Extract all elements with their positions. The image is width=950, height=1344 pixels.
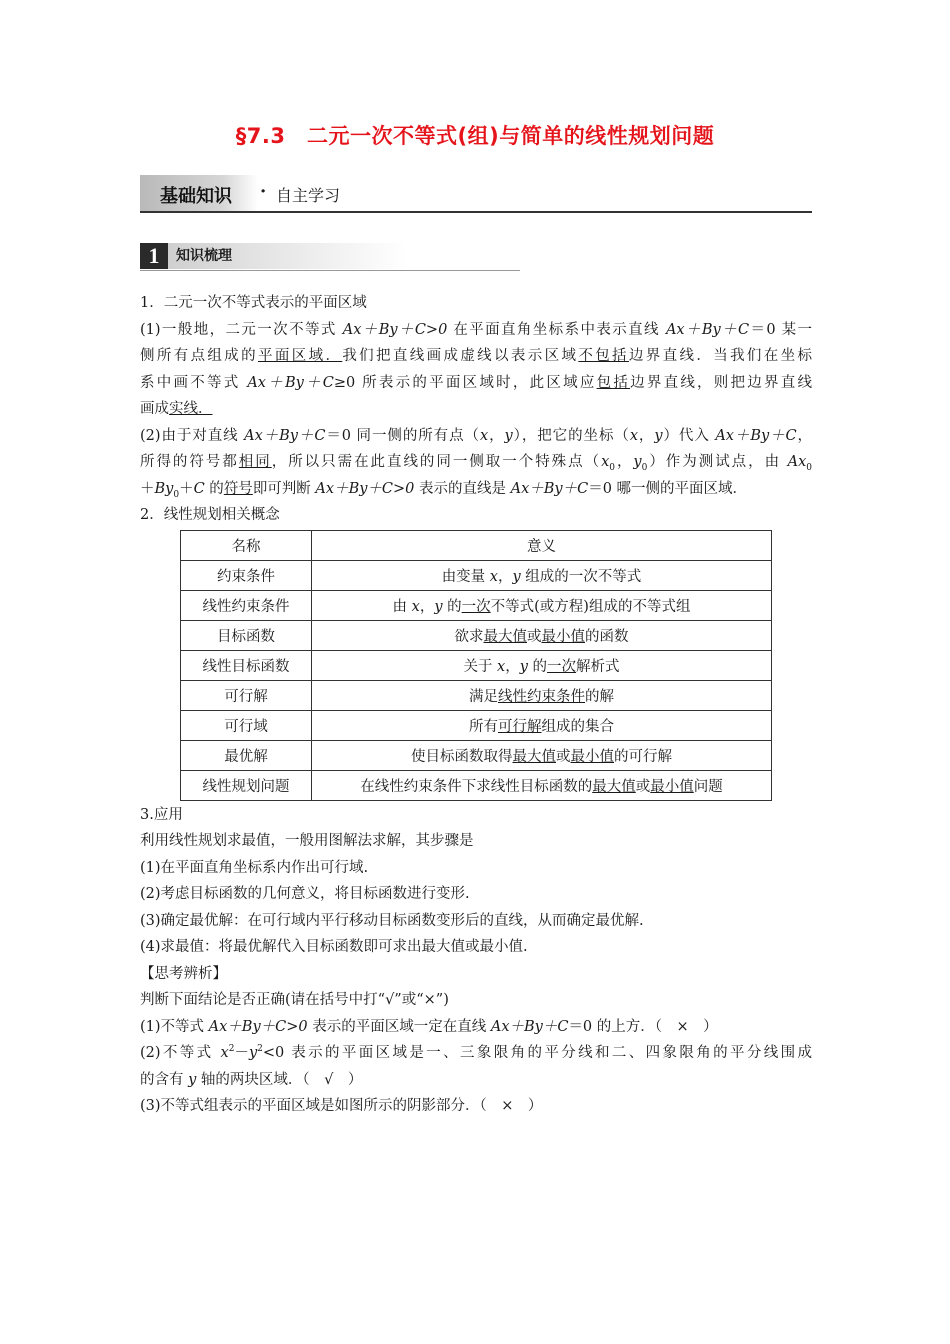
table-cell: [312, 620, 772, 650]
answer-blank: 实线．: [169, 401, 213, 417]
table-cell: [312, 740, 772, 770]
text: ≥0 所表示的平面区域时，此区域应: [333, 374, 597, 391]
table-cell: 约束条件: [181, 560, 312, 590]
math: y: [512, 568, 521, 585]
table-cell: 线性约束条件: [181, 590, 312, 620]
text: (1)一般地，二元一次不等式: [140, 321, 343, 338]
text: 组成的一次不等式: [520, 568, 642, 585]
question-2-line-2: [140, 1067, 812, 1094]
question-1: [140, 1014, 812, 1041]
text: 解析式: [576, 658, 620, 675]
math: Ax＋By＋C: [715, 427, 797, 444]
subscript: 0: [806, 462, 812, 473]
text: ，: [488, 427, 505, 444]
para-1-line-2: [140, 343, 812, 370]
text: 或: [556, 748, 571, 765]
text: 欲求: [454, 628, 484, 645]
table-row: [181, 770, 772, 800]
text: 系中画不等式: [140, 374, 248, 391]
table-cell: 最优解: [181, 740, 312, 770]
text: ，: [638, 427, 655, 444]
math: Ax＋By＋C: [665, 321, 750, 338]
question-2-line-1: [140, 1040, 812, 1067]
text: 的解: [585, 688, 614, 705]
answer-blank: 可行解: [498, 718, 542, 735]
superscript: 2: [257, 1044, 263, 1055]
answer-blank: 包括: [596, 374, 631, 391]
math: y: [504, 427, 513, 444]
math: y: [654, 427, 663, 444]
text: 关于: [463, 658, 498, 675]
para-2-line-1: [140, 423, 812, 450]
para-1-line-4: [140, 396, 812, 423]
application-intro: 利用线性规划求最值，一般用图解法求解，其步骤是: [140, 833, 474, 849]
text: 侧所有点组成的: [140, 348, 259, 364]
text: ，: [497, 568, 513, 585]
superscript: 2: [228, 1044, 235, 1055]
text: ）作为测试点，由: [647, 454, 788, 470]
answer-blank: 线性约束条件: [498, 688, 585, 705]
text: ＝0 的上方．（ × ）: [568, 1018, 718, 1035]
step-item: (1)在平面直角坐标系内作出可行域.: [140, 859, 369, 876]
para-2-line-2: [140, 449, 812, 476]
step-item: (3)确定最优解：在可行域内平行移动目标函数变形后的直线，从而确定最优解.: [140, 912, 644, 929]
text: 的: [204, 480, 224, 497]
answer-blank: 最小值: [541, 628, 585, 645]
section-banner: [140, 175, 812, 215]
text: 边界直线．当我们在坐标: [628, 348, 812, 364]
text: 的含有: [140, 1071, 189, 1088]
para-1-line-3: [140, 370, 812, 397]
think-heading: 【思考辨析】: [140, 965, 227, 982]
text: －: [234, 1045, 249, 1061]
subsection-label: 知识梳理: [168, 243, 406, 269]
para-1-line-1: [140, 317, 812, 344]
step-item: (2)考虑目标函数的几何意义，将目标函数进行变形.: [140, 886, 470, 902]
math: y: [188, 1071, 197, 1088]
subsection-rule: [140, 270, 520, 271]
heading-2: 2．线性规划相关概念: [140, 507, 280, 523]
text: ＋: [179, 480, 194, 497]
text: 我们把直线画成虚线以表示区域: [342, 348, 579, 364]
text: 或: [527, 628, 542, 645]
text: (2)不等式: [140, 1045, 221, 1061]
text: 在线性约束条件下求线性目标函数的: [360, 778, 593, 795]
section-dot: ·: [260, 181, 267, 202]
text: 的: [527, 658, 548, 675]
answer-blank: 不包括: [578, 348, 629, 364]
table-row: [181, 560, 772, 590]
math: x: [411, 598, 420, 615]
page-title: §7.3 二元一次不等式(组)与简单的线性规划问题: [235, 124, 715, 148]
table-row: [181, 740, 772, 770]
section-subtitle: 自主学习: [276, 186, 341, 205]
math: y: [434, 598, 443, 615]
math: Ax＋By＋C: [244, 427, 326, 444]
text: 由: [392, 598, 412, 615]
concepts-table: [180, 530, 772, 801]
text: 所得的符号都: [140, 454, 239, 470]
answer-blank: 一次: [547, 658, 577, 675]
table-cell: 线性规划问题: [181, 770, 312, 800]
table-cell: [312, 710, 772, 740]
step-item: (4)求最值：将最优解代入目标函数即可求出最大值或最小值.: [140, 939, 528, 955]
text: ＋: [140, 480, 155, 497]
table-row: [181, 590, 772, 620]
text: 的函数: [585, 628, 629, 645]
text: 即可判断: [252, 480, 316, 497]
text: 表示的直线是: [414, 480, 511, 497]
subscript: 0: [609, 462, 615, 473]
text: 边界直线，则把边界直线: [630, 374, 812, 391]
answer-blank: 最小值: [570, 748, 614, 765]
subscript: 0: [173, 489, 180, 500]
table-row: [181, 680, 772, 710]
text: <0 表示的平面区域是一、三象限角的平分线和二、四象限角的平分线围成: [262, 1045, 812, 1061]
content: [140, 290, 812, 1120]
math: By: [154, 480, 174, 497]
text: 所有: [469, 718, 498, 735]
subsection-banner: [140, 243, 520, 273]
text: ），把它的坐标（: [512, 427, 630, 444]
math: x: [629, 427, 638, 444]
text: 轴的两块区域．（ √ ）: [196, 1071, 363, 1088]
text: ＝0 哪一侧的平面区域．: [588, 480, 748, 497]
math: x: [601, 454, 610, 470]
math: Ax＋By＋C>0: [342, 321, 448, 338]
table-row: [181, 620, 772, 650]
answer-blank: 相同: [238, 454, 272, 470]
math: x: [497, 658, 506, 675]
table-cell: 可行域: [181, 710, 312, 740]
text: ，所以只需在此直线的同一侧取一个特殊点（: [271, 454, 602, 470]
text: 画成: [140, 401, 169, 417]
answer-blank: 符号: [223, 480, 253, 497]
text: 表示的平面区域一定在直线: [307, 1018, 491, 1035]
math: Ax＋By＋C: [490, 1018, 569, 1035]
answer-blank: 最大值: [592, 778, 636, 795]
table-cell: 目标函数: [181, 620, 312, 650]
subsection-number: 1: [140, 243, 168, 269]
text: (1)不等式: [140, 1018, 209, 1035]
table-row: [181, 650, 772, 680]
text: ＝0 某一: [749, 321, 812, 338]
text: 由变量: [441, 568, 490, 585]
text: ＝0 同一侧的所有点（: [325, 427, 480, 444]
text: ，: [796, 427, 812, 444]
answer-blank: 最大值: [483, 628, 527, 645]
answer-blank: 最大值: [512, 748, 556, 765]
answer-blank: 一次: [461, 598, 491, 615]
math: y: [519, 658, 528, 675]
text: ，: [419, 598, 435, 615]
text: 或: [635, 778, 651, 795]
question-3: (3)不等式组表示的平面区域是如图所示的阴影部分．（ × ）: [140, 1098, 543, 1114]
table-header: 意义: [312, 530, 772, 560]
table-row: [181, 710, 772, 740]
table-cell: [312, 770, 772, 800]
section-rule: [140, 211, 812, 213]
text: (2)由于对直线: [140, 427, 245, 444]
table-cell: 可行解: [181, 680, 312, 710]
text: 的可行解: [614, 748, 672, 765]
math: y: [633, 454, 642, 470]
table-header-row: [181, 530, 772, 560]
table-cell: [312, 680, 772, 710]
math: Ax: [787, 454, 807, 470]
text: 不等式(或方程)组成的不等式组: [490, 598, 691, 615]
math: Ax＋By＋C>0: [208, 1018, 308, 1035]
text: ，: [614, 454, 634, 470]
text: 问题: [693, 778, 723, 795]
para-2-line-3: [140, 476, 812, 503]
math: x: [220, 1045, 229, 1061]
text: ）代入: [662, 427, 716, 444]
math: y: [248, 1045, 258, 1061]
text: 组成的集合: [541, 718, 614, 735]
text: 在平面直角坐标系中表示直线: [447, 321, 666, 338]
think-intro: 判断下面结论是否正确(请在括号中打“√”或“×”): [140, 992, 449, 1008]
subscript: 0: [641, 462, 648, 473]
math: x: [479, 427, 489, 444]
table-cell: 线性目标函数: [181, 650, 312, 680]
answer-blank: 最小值: [650, 778, 694, 795]
table-cell: [312, 650, 772, 680]
text: 使目标函数取得: [411, 748, 513, 765]
heading-3: 3.应用: [140, 806, 183, 823]
math: Ax＋By＋C: [247, 374, 334, 391]
heading-1: 1．二元一次不等式表示的平面区域: [140, 295, 367, 311]
math: Ax＋By＋C>0: [315, 480, 415, 497]
math: Ax＋By＋C: [510, 480, 589, 497]
text: 的: [442, 598, 462, 615]
math: C: [193, 480, 205, 497]
answer-blank: 平面区域．: [258, 348, 343, 364]
math: x: [489, 568, 498, 585]
table-header: 名称: [181, 530, 312, 560]
text: ，: [505, 658, 520, 675]
section-main-title: 基础知识: [160, 186, 232, 207]
table-cell: [312, 590, 772, 620]
table-cell: [312, 560, 772, 590]
text: 满足: [469, 688, 498, 705]
